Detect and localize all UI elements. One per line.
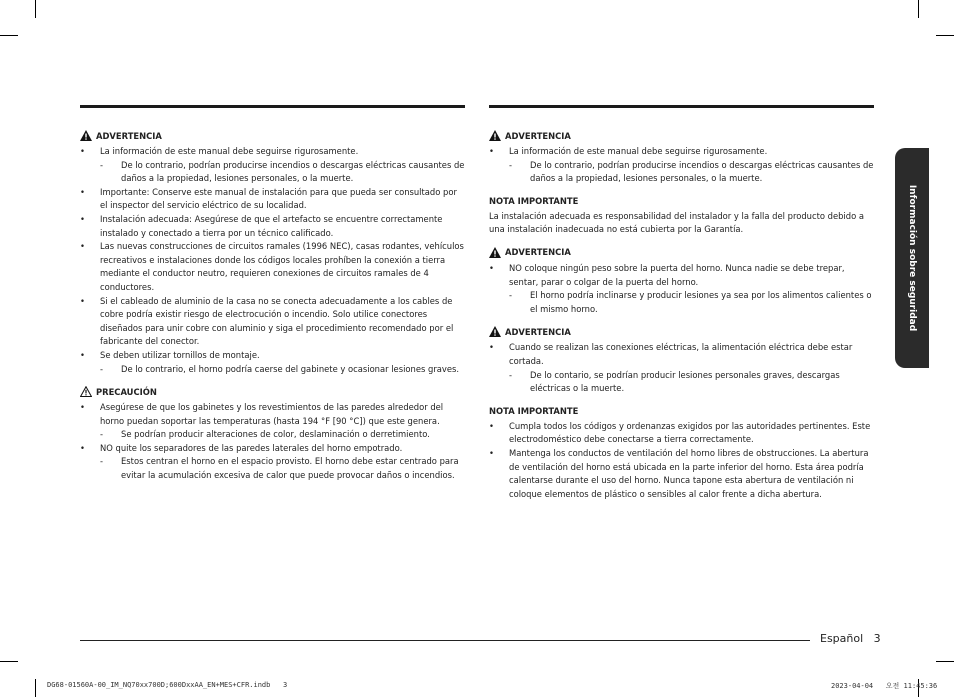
section-rule <box>80 105 465 108</box>
caution-heading <box>80 386 465 397</box>
list-item: • Instalación adecuada: Asegúrese de que el artefacto se encuentre correctamente instalado y conectado a tierra por un técnico calificado. <box>80 213 465 240</box>
note-list <box>489 420 874 502</box>
sub-item: - De lo contrario, el horno podría caerse del gabinete y ocasionar lesiones graves. <box>80 363 465 377</box>
list-item: • Se deben utilizar tornillos de montaje. <box>80 349 465 363</box>
list-item: • NO coloque ningún peso sobre la puerta del horno. Nunca nadie se debe trepar, sentar, parar o colgar de la puerta del horno. <box>489 262 874 289</box>
warning-icon <box>80 130 92 141</box>
warning-heading <box>489 326 874 337</box>
caution-title: PRECAUCIÓN <box>96 386 157 397</box>
print-timestamp: 2023-04-04 오전 11:45:36 <box>831 682 938 690</box>
list-item: • Cuando se realizan las conexiones eléctricas, la alimentación eléctrica debe estar cortada. <box>489 341 874 368</box>
warning-list <box>489 145 874 186</box>
note-heading <box>489 196 874 206</box>
print-file-info: DG68-01560A-00_IM_NQ70xx700D;600DxxAA_EN+MES+CFR.indb 3 <box>47 681 288 689</box>
warning-list <box>80 145 465 376</box>
warning-title: ADVERTENCIA <box>96 130 162 141</box>
sub-item: - Estos centran el horno en el espacio provisto. El horno debe estar centrado para evitar la acumulación excesiva de calor que puede provocar daños o incendios. <box>80 455 465 482</box>
warning-list <box>489 262 874 316</box>
note-text: La instalación adecuada es responsabilidad del instalador y la falla del producto debido a una instalación inadecuada no está cubierta por la Garantía. <box>489 210 864 235</box>
list-item: • Importante: Conserve este manual de instalación para que pueda ser consultado por el inspector del servicio eléctrico de su localidad. <box>80 186 465 213</box>
section-side-tab <box>895 148 929 368</box>
list-item: • Cumpla todos los códigos y ordenanzas exigidos por las autoridades pertinentes. Este electrodoméstico debe conectarse a tierra correctamente. <box>489 420 874 447</box>
sub-item: - De lo contrario, podrían producirse incendios o descargas eléctricas causantes de daños a la propiedad, lesiones personales, o la muerte. <box>80 159 465 186</box>
footer-rule <box>80 640 810 641</box>
sub-item: - De lo contrario, podrían producirse incendios o descargas eléctricas causantes de daños a la propiedad, lesiones personales, o la muerte. <box>489 159 874 186</box>
sub-item: - Se podrían producir alteraciones de color, deslaminación o derretimiento. <box>80 428 465 442</box>
warning-title: ADVERTENCIA <box>505 247 571 258</box>
note-title: NOTA IMPORTANTE <box>489 405 579 416</box>
list-item: • La información de este manual debe seguirse rigurosamente. <box>489 145 874 159</box>
warning-heading <box>489 130 874 141</box>
crop-mark <box>0 35 18 36</box>
warning-icon <box>489 326 501 337</box>
sub-item: - El horno podría inclinarse y producir lesiones ya sea por los alimentos calientes o el mismo horno. <box>489 289 874 316</box>
list-item: • Las nuevas construcciones de circuitos ramales (1996 NEC), casas rodantes, vehículos recreativos e instalaciones donde los códigos locales prohíben la conexión a tierra mediante el conductor neutro, requieren conexiones de circuitos ramales de 4 conductores. <box>80 240 465 294</box>
list-item: • Asegúrese de que los gabinetes y los revestimientos de las paredes alrededor del horno puedan soportar las temperaturas (hasta 194 °F [90 °C]) que este genera. <box>80 401 465 428</box>
note-title: NOTA IMPORTANTE <box>489 195 579 206</box>
warning-heading <box>80 130 465 141</box>
warning-heading <box>489 247 874 258</box>
caution-list <box>80 401 465 483</box>
warning-title: ADVERTENCIA <box>505 130 571 141</box>
note-heading <box>489 406 874 416</box>
left-column <box>80 105 465 483</box>
section-rule <box>489 105 874 108</box>
list-item: • La información de este manual debe seguirse rigurosamente. <box>80 145 465 159</box>
right-column <box>489 105 874 501</box>
crop-mark <box>35 0 36 18</box>
sub-item: - De lo contario, se podrían producir lesiones personales graves, descargas eléctricas o la muerte. <box>489 369 874 396</box>
crop-mark <box>918 0 919 18</box>
warning-list <box>489 341 874 395</box>
list-item: • NO quite los separadores de las paredes laterales del horno empotrado. <box>80 442 465 456</box>
caution-icon <box>80 386 92 397</box>
crop-mark <box>35 679 36 697</box>
crop-mark <box>936 661 954 662</box>
crop-mark <box>936 35 954 36</box>
page-number: Español 3 <box>820 632 881 645</box>
list-item: • Si el cableado de aluminio de la casa no se conecta adecuadamente a los cables de cobre podría existir riesgo de electrocución o incendio. Solo utilice conectores diseñados para unir cobre con aluminio y siga el procedimiento recomendado por el fabricante del conector. <box>80 295 465 349</box>
warning-title: ADVERTENCIA <box>505 326 571 337</box>
list-item: • Mantenga los conductos de ventilación del horno libres de obstrucciones. La abertura de ventilación del horno está ubicada en la parte inferior del horno. Esta área podría calentarse durante el uso del horno. Nunca tapone esta abertura de ventilación ni coloque elementos de plástico o sensibles al calor frente a dicha abertura. <box>489 447 874 501</box>
warning-icon <box>489 247 501 258</box>
side-tab-label: Información sobre seguridad <box>907 184 917 332</box>
warning-icon <box>489 130 501 141</box>
crop-mark <box>0 661 18 662</box>
